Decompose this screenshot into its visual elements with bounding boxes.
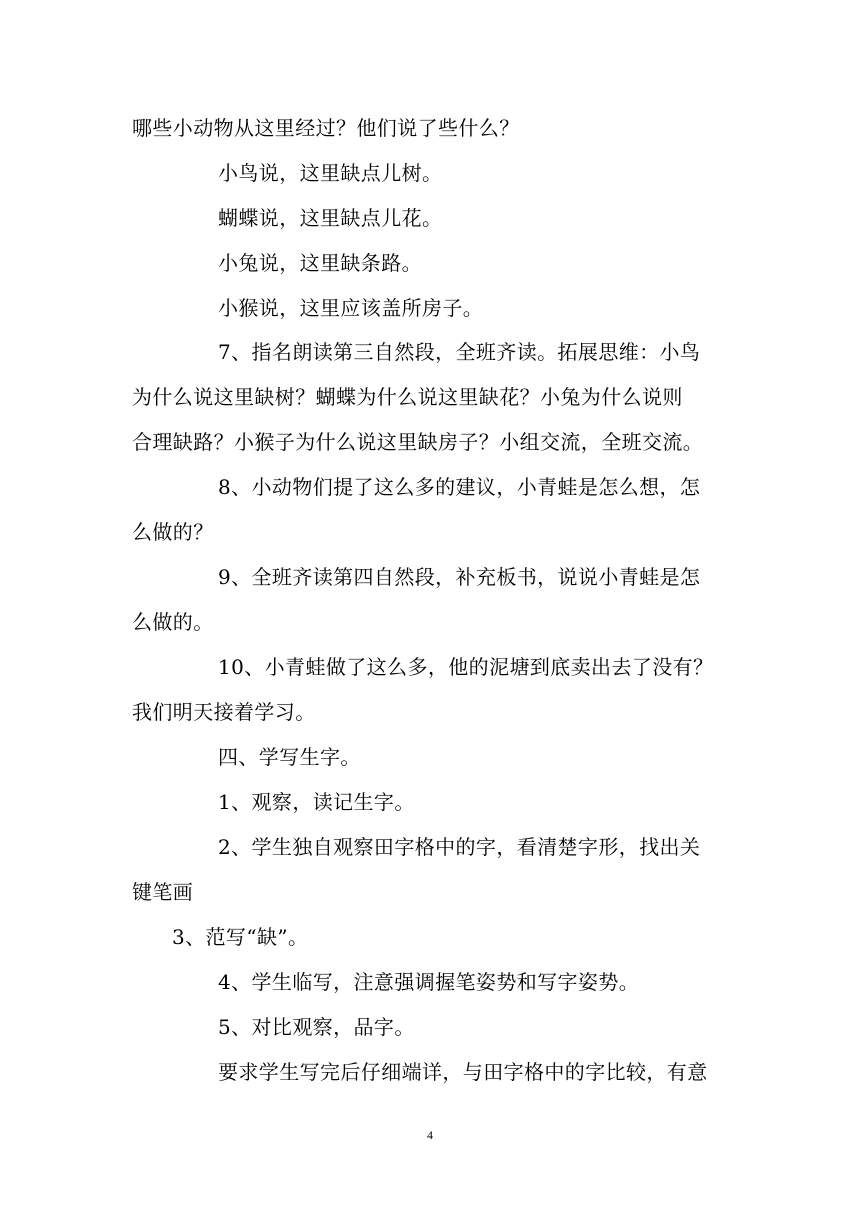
page-number: 4: [427, 1128, 433, 1142]
text-line-2: 小鸟说，这里缺点儿树。: [218, 161, 443, 185]
text-line-21: 5、对比观察，品字。: [218, 1015, 415, 1039]
text-line-13: 10、小青蛙做了这么多，他的泥塘到底卖出去了没有？: [218, 655, 714, 679]
text-line-9: 8、小动物们提了这么多的建议，小青蛙是怎么想，怎: [218, 475, 701, 499]
text-line-8: 合理缺路？小猴子为什么说这里缺房子？小组交流，全班交流。: [132, 430, 704, 454]
text-line-18: 键笔画: [132, 880, 194, 904]
text-line-6: 7、指名朗读第三自然段，全班齐读。拓展思维：小鸟: [218, 340, 701, 364]
text-line-22: 要求学生写完后仔细端详，与田字格中的字比较，有意: [218, 1060, 708, 1084]
text-line-5: 小猴说，这里应该盖所房子。: [218, 296, 484, 320]
text-line-3: 蝴蝶说，这里缺点儿花。: [218, 206, 443, 230]
text-line-12: 么做的。: [132, 610, 214, 634]
text-line-7: 为什么说这里缺树？蝴蝶为什么说这里缺花？小兔为什么说则: [132, 385, 683, 409]
text-line-14: 我们明天接着学习。: [132, 700, 316, 724]
text-line-17: 2、学生独自观察田字格中的字，看清楚字形，找出关: [218, 835, 701, 859]
text-line-4: 小兔说，这里缺条路。: [218, 251, 422, 275]
text-line-10: 么做的？: [132, 520, 214, 544]
text-line-16: 1、观察，读记生字。: [218, 790, 415, 814]
text-line-19: 3、范写“缺”。: [172, 925, 309, 949]
text-line-20: 4、学生临写，注意强调握笔姿势和写字姿势。: [218, 970, 640, 994]
text-line-11: 9、全班齐读第四自然段，补充板书，说说小青蛙是怎: [218, 565, 701, 589]
text-line-1: 哪些小动物从这里经过？他们说了些什么？: [132, 116, 520, 140]
text-line-15: 四、学写生字。: [218, 745, 361, 769]
